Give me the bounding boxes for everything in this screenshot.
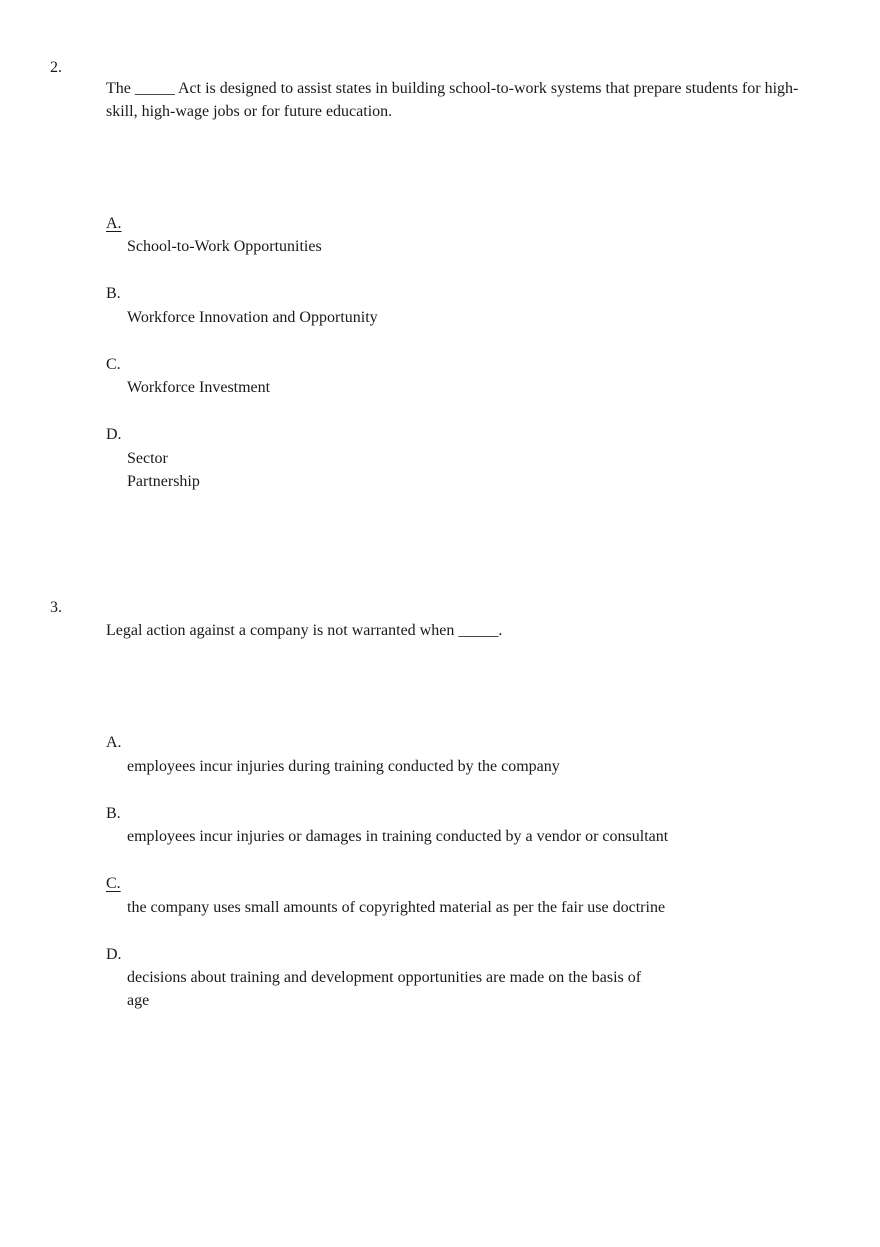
question-text: Legal action against a company is not warranted when _____. (106, 622, 503, 639)
option-letter: D. (106, 946, 122, 963)
option-letter: A. (106, 215, 122, 232)
option-text: Workforce Investment (127, 379, 271, 396)
option-letter: D. (106, 426, 122, 443)
option-letter: B. (106, 285, 121, 302)
option-letter: C. (106, 875, 121, 892)
option-text: School-to-Work Opportunities (127, 238, 322, 255)
option-text: employees incur injuries or damages in training conducted by a vendor or consultant (127, 828, 669, 845)
option-letter: C. (106, 356, 121, 373)
question-number: 3. (50, 599, 62, 616)
option-text: employees incur injuries during training conducted by the company (127, 758, 560, 775)
question-text: The _____ Act is designed to assist states in building school-to-work systems that prepare students for high-skill, high-wage jobs or for future education. (106, 80, 799, 120)
option-text: the company uses small amounts of copyrighted material as per the fair use doctrine (127, 899, 666, 916)
option-letter: A. (106, 734, 122, 751)
option-text: Sector Partnership (127, 450, 200, 490)
option-text: decisions about training and development opportunities are made on the basis of age (127, 969, 642, 1009)
option-letter: B. (106, 805, 121, 822)
question-number: 2. (50, 59, 62, 76)
option-text: Workforce Innovation and Opportunity (127, 309, 378, 326)
